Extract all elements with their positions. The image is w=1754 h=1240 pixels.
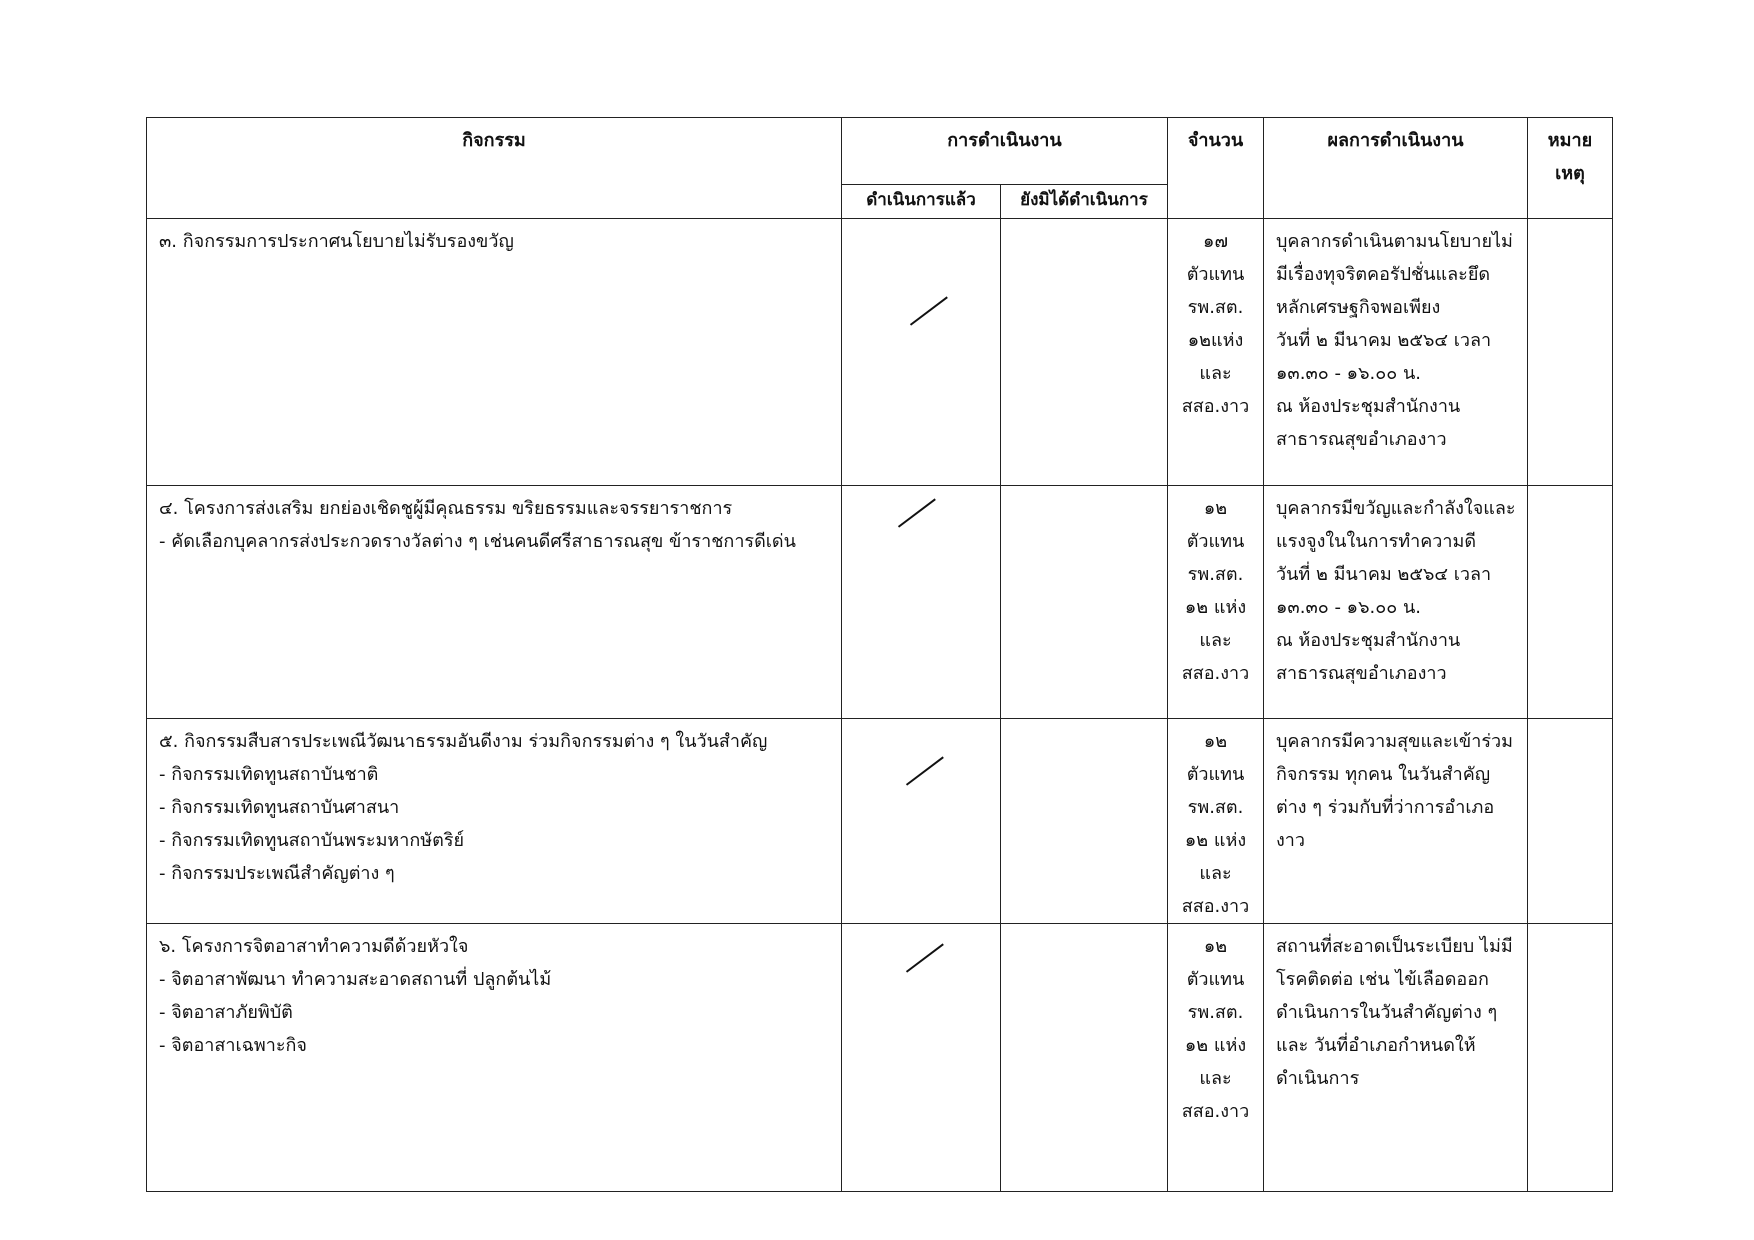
table-row <box>147 219 1613 486</box>
checkmark-icon <box>906 756 944 786</box>
count-line: รพ.สต. <box>1187 297 1244 318</box>
checkmark-icon <box>906 943 944 973</box>
count-cell <box>1168 924 1264 1192</box>
result-cell <box>1264 924 1528 1192</box>
header-remark-line2: เหตุ <box>1555 163 1585 184</box>
result-line: ต่าง ๆ ร่วมกับที่ว่าการอำเภอ <box>1276 797 1495 818</box>
result-line: สาธารณสุขอำเภองาว <box>1276 663 1447 684</box>
count-line: ๑๒ แห่ง <box>1184 830 1247 851</box>
remark-cell <box>1528 924 1613 1192</box>
result-line: ดำเนินการในวันสำคัญต่าง ๆ <box>1276 1002 1498 1023</box>
activity-line: ๕. กิจกรรมสืบสารประเพณีวัฒนาธรรมอันดีงาม ร่วมกิจกรรมต่าง ๆ ในวันสำคัญ <box>159 731 768 752</box>
count-cell <box>1168 486 1264 719</box>
count-cell <box>1168 219 1264 486</box>
count-cell <box>1168 719 1264 924</box>
activity-cell <box>147 719 842 924</box>
header-operation: การดำเนินงาน <box>842 118 1168 185</box>
count-line: ตัวแทน <box>1186 969 1245 990</box>
result-line: และ วันที่อำเภอกำหนดให้ <box>1276 1035 1476 1056</box>
activity-line: - จิตอาสาพัฒนา ทำความสะอาดสถานที่ ปลูกต้นไม้ <box>159 969 552 990</box>
result-line: ๑๓.๓๐ - ๑๖.๐๐ น. <box>1276 363 1421 384</box>
header-count: จำนวน <box>1168 118 1264 219</box>
result-line: มีเรื่องทุจริตคอรัปชั่นและยึด <box>1276 264 1491 285</box>
count-line: สสอ.งาว <box>1181 663 1250 684</box>
activity-cell <box>147 924 842 1192</box>
table-row <box>147 486 1613 719</box>
header-remark <box>1528 118 1613 219</box>
count-line: รพ.สต. <box>1187 564 1244 585</box>
count-line: รพ.สต. <box>1187 797 1244 818</box>
activity-cell <box>147 486 842 719</box>
checkmark-icon <box>898 498 936 528</box>
activity-line: - กิจกรรมเทิดทูนสถาบันศาสนา <box>159 797 400 818</box>
result-line: ณ ห้องประชุมสำนักงาน <box>1276 630 1461 651</box>
result-line: ๑๓.๓๐ - ๑๖.๐๐ น. <box>1276 597 1421 618</box>
header-activity: กิจกรรม <box>147 118 842 219</box>
count-line: และ <box>1199 1068 1232 1089</box>
header-remark-line1: หมาย <box>1547 130 1593 151</box>
count-line: สสอ.งาว <box>1181 1101 1250 1122</box>
remark-cell <box>1528 719 1613 924</box>
result-line: แรงจูงในในการทำความดี <box>1276 531 1477 552</box>
count-line: สสอ.งาว <box>1181 396 1250 417</box>
count-line: และ <box>1199 863 1232 884</box>
checkmark-icon <box>910 296 948 326</box>
result-cell <box>1264 219 1528 486</box>
result-line: สถานที่สะอาดเป็นระเบียบ ไม่มี <box>1276 936 1513 957</box>
activity-line: - กิจกรรมเทิดทูนสถาบันพระมหากษัตริย์ <box>159 830 465 851</box>
result-line: บุคลากรมีความสุขและเข้าร่วม <box>1276 731 1513 752</box>
result-line: โรคติดต่อ เช่น ไข้เลือดออก <box>1276 969 1489 990</box>
result-line: ณ ห้องประชุมสำนักงาน <box>1276 396 1461 417</box>
table-row <box>147 924 1613 1192</box>
header-result: ผลการดำเนินงาน <box>1264 118 1528 219</box>
result-line: งาว <box>1276 830 1306 851</box>
count-line: และ <box>1199 363 1232 384</box>
result-line: สาธารณสุขอำเภองาว <box>1276 429 1447 450</box>
done-cell <box>842 924 1001 1192</box>
activity-report-table <box>146 117 1613 1192</box>
count-line: ๑๒แห่ง <box>1187 330 1244 351</box>
not-done-cell <box>1001 486 1168 719</box>
count-line: ตัวแทน <box>1186 531 1245 552</box>
activity-line: - กิจกรรมประเพณีสำคัญต่าง ๆ <box>159 863 395 884</box>
not-done-cell <box>1001 219 1168 486</box>
count-line: ๑๗ <box>1203 231 1228 252</box>
count-line: ๑๒ <box>1203 731 1228 752</box>
not-done-cell <box>1001 719 1168 924</box>
remark-cell <box>1528 219 1613 486</box>
header-not-done: ยังมิได้ดำเนินการ <box>1001 185 1168 219</box>
header-done: ดำเนินการแล้ว <box>842 185 1001 219</box>
activity-cell <box>147 219 842 486</box>
remark-cell <box>1528 486 1613 719</box>
not-done-cell <box>1001 924 1168 1192</box>
count-line: ๑๒ แห่ง <box>1184 1035 1247 1056</box>
done-cell <box>842 486 1001 719</box>
count-line: ตัวแทน <box>1186 764 1245 785</box>
count-line: รพ.สต. <box>1187 1002 1244 1023</box>
count-line: ๑๒ แห่ง <box>1184 597 1247 618</box>
result-line: บุคลากรดำเนินตามนโยบายไม่ <box>1276 231 1513 252</box>
activity-line: - คัดเลือกบุคลากรส่งประกวดรางวัลต่าง ๆ เช่นคนดีศรีสาธารณสุข ข้าราชการดีเด่น <box>159 531 796 552</box>
result-line: บุคลากรมีขวัญและกำลังใจและ <box>1276 498 1516 519</box>
result-line: กิจกรรม ทุกคน ในวันสำคัญ <box>1276 764 1491 785</box>
count-line: ๑๒ <box>1203 498 1228 519</box>
count-line: ตัวแทน <box>1186 264 1245 285</box>
done-cell <box>842 219 1001 486</box>
count-line: สสอ.งาว <box>1181 896 1250 917</box>
result-cell <box>1264 486 1528 719</box>
result-cell <box>1264 719 1528 924</box>
count-line: และ <box>1199 630 1232 651</box>
activity-line: - จิตอาสาภัยพิบัติ <box>159 1002 293 1023</box>
activity-line: - กิจกรรมเทิดทูนสถาบันชาติ <box>159 764 379 785</box>
result-line: ดำเนินการ <box>1276 1068 1360 1089</box>
table-row <box>147 719 1613 924</box>
result-line: วันที่ ๒ มีนาคม ๒๕๖๔ เวลา <box>1276 330 1492 351</box>
count-line: ๑๒ <box>1203 936 1228 957</box>
activity-line: - จิตอาสาเฉพาะกิจ <box>159 1035 307 1056</box>
activity-line: ๓. กิจกรรมการประกาศนโยบายไม่รับรองขวัญ <box>159 231 514 252</box>
activity-line: ๔. โครงการส่งเสริม ยกย่องเชิดชูผู้มีคุณธรรม ขริยธรรมและจรรยาราชการ <box>159 498 733 519</box>
result-line: หลักเศรษฐกิจพอเพียง <box>1276 297 1441 318</box>
activity-line: ๖. โครงการจิตอาสาทำความดีด้วยหัวใจ <box>159 936 469 957</box>
done-cell <box>842 719 1001 924</box>
result-line: วันที่ ๒ มีนาคม ๒๕๖๔ เวลา <box>1276 564 1492 585</box>
